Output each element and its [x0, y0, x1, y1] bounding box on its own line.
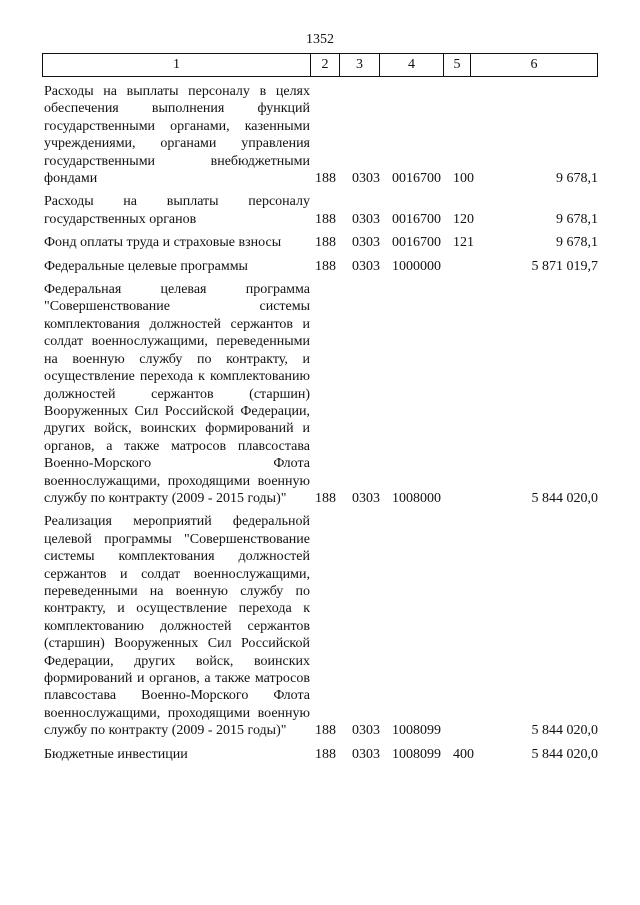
target-article-code: 1008099	[392, 723, 441, 739]
row-description: Бюджетные инвестиции	[44, 746, 188, 762]
page-number: 1352	[306, 32, 334, 47]
table-row	[0, 258, 640, 275]
amount-value: 5 844 020,0	[531, 723, 598, 739]
amount-value: 9 678,1	[556, 235, 598, 251]
ministry-code: 188	[315, 171, 336, 187]
row-description: Реализация мероприятий федеральной целевой программы "Совершенствование системы комплектования должностей сержантов и солдат военнослужащими, переведенными на военную службу по контракту, и осуществление перехода к комплектованию должностей сержантов (старшин) Вооруженных Сил Российской Федерации, других войск, воинских формирований и органов, а также матросов плавсостава Военно-Морского Флота военнослужащими, проходящими военную службу по контракту (2009 - 2015 годы)"	[44, 514, 310, 739]
table-row	[0, 193, 640, 228]
amount-value: 9 678,1	[556, 211, 598, 227]
expense-type-code: 121	[453, 235, 474, 251]
table-row	[0, 234, 640, 251]
table-row	[0, 281, 640, 507]
target-article-code: 0016700	[392, 235, 441, 251]
ministry-code: 188	[315, 490, 336, 506]
column-header-table	[42, 53, 598, 77]
section-code: 0303	[352, 490, 380, 506]
ministry-code: 188	[315, 235, 336, 251]
amount-value: 9 678,1	[556, 171, 598, 187]
row-description: Федеральная целевая программа "Совершенствование системы комплектования должностей сержантов и солдат военнослужащими, переведенными на военную службу по контракту, и осуществление перехода к комплектованию должностей сержантов (старшин) Вооруженных Сил Российской Федерации, других войск, воинских формирований и органов, а также матросов плавсостава Военно-Морского Флота военнослужащими, проходящими военную службу по контракту (2009 - 2015 годы)"	[44, 282, 310, 506]
section-code: 0303	[352, 746, 380, 762]
amount-value: 5 871 019,7	[531, 258, 598, 274]
column-header-5: 5	[444, 54, 471, 77]
table-row	[0, 746, 640, 763]
expense-type-code: 100	[453, 171, 474, 187]
column-header-3: 3	[340, 54, 380, 77]
target-article-code: 0016700	[392, 211, 441, 227]
budget-table-body	[0, 83, 640, 769]
expense-type-code: 120	[453, 211, 474, 227]
column-header-4: 4	[380, 54, 444, 77]
ministry-code: 188	[315, 723, 336, 739]
column-header-6: 6	[471, 54, 598, 77]
section-code: 0303	[352, 171, 380, 187]
ministry-code: 188	[315, 211, 336, 227]
ministry-code: 188	[315, 258, 336, 274]
table-row	[0, 83, 640, 187]
column-header-1: 1	[43, 54, 311, 77]
section-code: 0303	[352, 258, 380, 274]
row-description: Расходы на выплаты персоналу государственных органов	[44, 194, 310, 227]
target-article-code: 1008099	[392, 746, 441, 762]
section-code: 0303	[352, 211, 380, 227]
amount-value: 5 844 020,0	[531, 490, 598, 506]
row-description: Фонд оплаты труда и страховые взносы	[44, 235, 282, 251]
ministry-code: 188	[315, 746, 336, 762]
column-header-row	[43, 54, 598, 77]
table-row	[0, 513, 640, 739]
section-code: 0303	[352, 235, 380, 251]
expense-type-code: 400	[453, 746, 474, 762]
target-article-code: 0016700	[392, 171, 441, 187]
row-description: Федеральные целевые программы	[44, 258, 248, 274]
target-article-code: 1008000	[392, 490, 441, 506]
target-article-code: 1000000	[392, 258, 441, 274]
row-description: Расходы на выплаты персоналу в целях обеспечения выполнения функций государственными органами, казенными учреждениями, органами управления государственными внебюджетными фондами	[44, 84, 310, 187]
amount-value: 5 844 020,0	[531, 746, 598, 762]
column-header-2: 2	[311, 54, 340, 77]
section-code: 0303	[352, 723, 380, 739]
